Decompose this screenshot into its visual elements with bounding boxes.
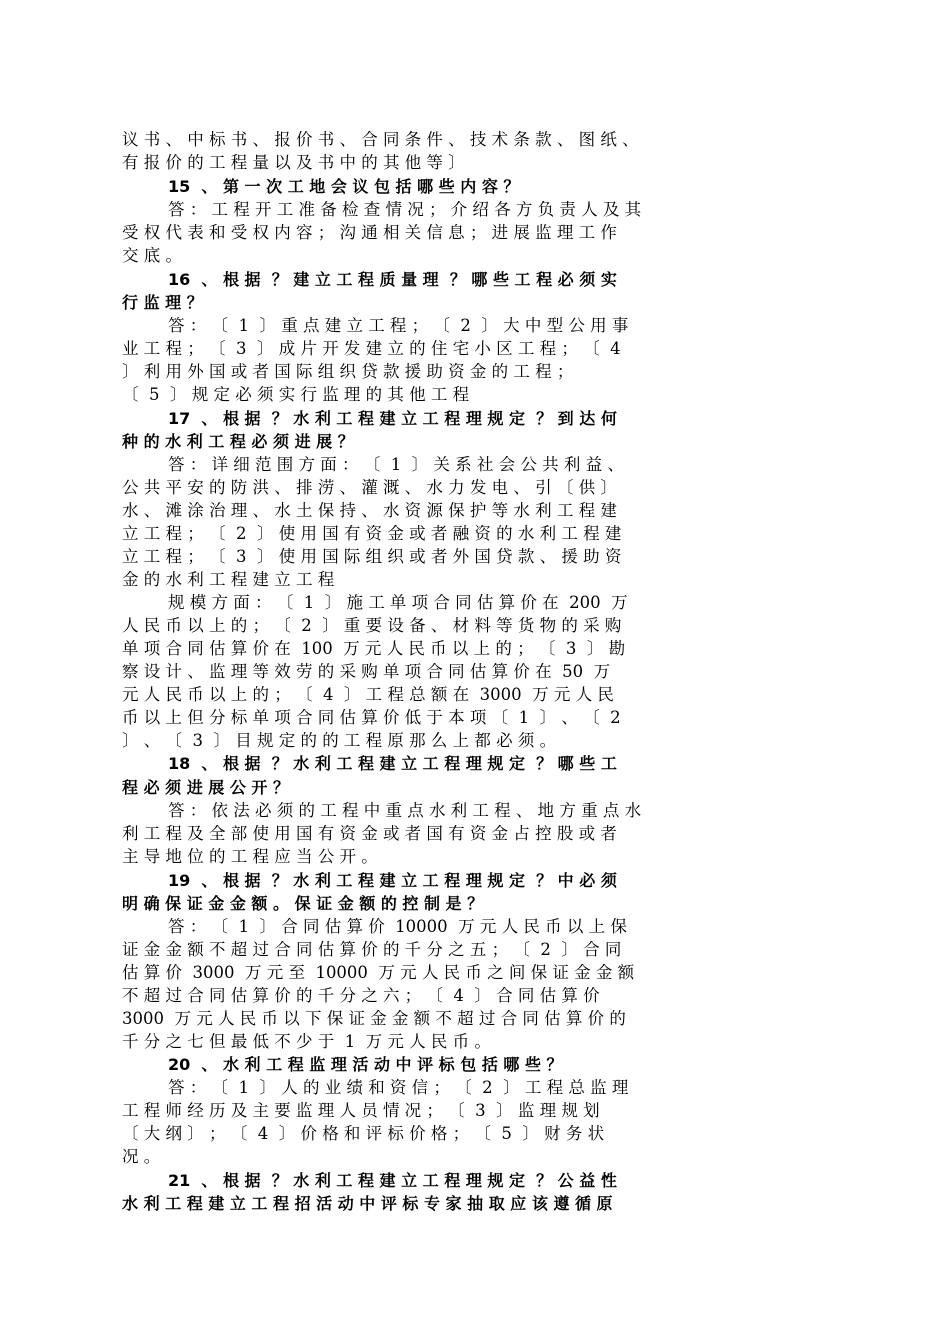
text-line: 立 工 程 ； 〔 3 〕 使 用 国 际 组 织 或 者 外 国 贷 款 、 援 助 资 [122,547,622,566]
text-line: 答 ： 〔 1 〕 重 点 建 立 工 程 ； 〔 2 〕 大 中 型 公 用 事 [168,316,629,335]
question-line: 16 、 根 据 ？ 建 立 工 程 质 量 理 ？ 哪 些 工 程 必 须 实 [168,270,617,289]
question-line: 程 必 须 进 展 公 开 ？ [122,778,289,797]
text-line: 交 底 。 [122,246,182,265]
text-line: 答 ： 详 细 范 围 方 面 ： 〔 1 〕 关 系 社 会 公 共 利 益 、 [168,455,624,474]
text-line: 受 权 代 表 和 受 权 内 容 ； 沟 通 相 关 信 息 ； 进 展 监 理 工 作 [122,223,617,242]
text-line: 察 设 计 、 监 理 等 效 劳 的 采 购 单 项 合 同 估 算 价 在 50 万 [122,662,611,681]
question-line: 15 、 第 一 次 工 地 会 议 包 括 哪 些 内 容 ？ [168,177,520,196]
text-line: 千 分 之 七 但 最 低 不 少 于 1 万 元 人 民 币 。 [122,1032,491,1051]
text-line: 估 算 价 3000 万 元 至 10000 万 元 人 民 币 之 间 保 证 金 金 额 [122,963,635,982]
text-line: 规 模 方 面 ： 〔 1 〕 施 工 单 项 合 同 估 算 价 在 200 万 [168,593,628,612]
question-line: 种 的 水 利 工 程 必 须 进 展 ？ [122,432,354,451]
text-line: 利 工 程 及 全 部 使 用 国 有 资 金 或 者 国 有 资 金 占 控 股 或 者 [122,824,617,843]
text-line: 〔 5 〕 规 定 必 须 实 行 监 理 的 其 他 工 程 [122,385,470,404]
text-line: 〔 大 纲 〕 ； 〔 4 〕 价 格 和 评 标 价 格 ； 〔 5 〕 财 务 状 [122,1124,605,1143]
text-line: 水 、 滩 涂 治 理 、 水 土 保 持 、 水 资 源 保 护 等 水 利 工 程 建 [122,501,617,520]
text-line: 工 程 师 经 历 及 主 要 监 理 人 员 情 况 ； 〔 3 〕 监 理 规 划 [122,1101,600,1120]
question-line: 水 利 工 程 建 立 工 程 招 活 动 中 评 标 专 家 抽 取 应 该 遵 循 原 [122,1194,613,1213]
question-line: 18 、 根 据 ？ 水 利 工 程 建 立 工 程 理 规 定 ？ 哪 些 工 [168,754,617,773]
text-line: 有 报 价 的 工 程 量 以 及 书 中 的 其 他 等 〕 [122,153,465,172]
text-line: 证 金 金 额 不 超 过 合 同 估 算 价 的 千 分 之 五 ； 〔 2 〕 合 同 [122,940,622,959]
question-line: 20 、 水 利 工 程 监 理 活 动 中 评 标 包 括 哪 些 ？ [168,1055,563,1074]
text-line: 主 导 地 位 的 工 程 应 当 公 开 。 [122,847,378,866]
text-line: 〕 、 〔 3 〕 目 规 定 的 的 工 程 原 那 么 上 都 必 须 。 [122,731,557,750]
question-line: 19 、 根 据 ？ 水 利 工 程 建 立 工 程 理 规 定 ？ 中 必 须 [168,871,617,890]
text-line: 公 共 平 安 的 防 洪 、 排 涝 、 灌 溉 、 水 力 发 电 、 引 〔 供 〕 [122,478,617,497]
text-line: 单 项 合 同 估 算 价 在 100 万 元 人 民 币 以 上 的 ； 〔 3 〕 勘 [122,639,626,658]
question-line: 21 、 根 据 ？ 水 利 工 程 建 立 工 程 理 规 定 ？ 公 益 性 [168,1171,617,1190]
text-line: 立 工 程 ； 〔 2 〕 使 用 国 有 资 金 或 者 融 资 的 水 利 工 程 建 [122,524,622,543]
text-line: 答 ： 〔 1 〕 人 的 业 绩 和 资 信 ； 〔 2 〕 工 程 总 监 理 [168,1078,629,1097]
text-line: 答 ： 〔 1 〕 合 同 估 算 价 10000 万 元 人 民 币 以 上 保 [168,917,627,936]
question-line: 17 、 根 据 ？ 水 利 工 程 建 立 工 程 理 规 定 ？ 到 达 何 [168,409,617,428]
question-line: 行 监 理 ？ [122,293,203,312]
text-line: 元 人 民 币 以 上 的 ； 〔 4 〕 工 程 总 额 在 3000 万 元 人 民 [122,685,614,704]
text-line: 〕 利 用 外 国 或 者 国 际 组 织 贷 款 援 助 资 金 的 工 程 ； [122,362,574,381]
text-line: 币 以 上 但 分 标 单 项 合 同 估 算 价 低 于 本 项 〔 1 〕 、 〔 2 [122,708,621,727]
question-line: 明 确 保 证 金 金 额 。 保 证 金 额 的 控 制 是 ？ [122,894,484,913]
text-line: 金 的 水 利 工 程 建 立 工 程 [122,570,335,589]
text-line: 议 书 、 中 标 书 、 报 价 书 、 合 同 条 件 、 技 术 条 款 、 图 纸 、 [122,130,639,149]
text-line: 况 。 [122,1147,161,1166]
text-line: 答 ： 工 程 开 工 准 备 检 查 情 况 ； 介 绍 各 方 负 责 人 及 其 [168,200,642,219]
text-line: 人 民 币 以 上 的 ； 〔 2 〕 重 要 设 备 、 材 料 等 货 物 的 采 购 [122,616,622,635]
text-line: 答 ： 依 法 必 须 的 工 程 中 重 点 水 利 工 程 、 地 方 重 点 水 [168,801,642,820]
text-line: 不 超 过 合 同 估 算 价 的 千 分 之 六 ； 〔 4 〕 合 同 估 算 价 [122,986,600,1005]
text-line: 业 工 程 ； 〔 3 〕 成 片 开 发 建 立 的 住 宅 小 区 工 程 ； 〔 4 [122,339,621,358]
text-line: 3000 万 元 人 民 币 以 下 保 证 金 金 额 不 超 过 合 同 估 算 价 的 [122,1009,626,1028]
